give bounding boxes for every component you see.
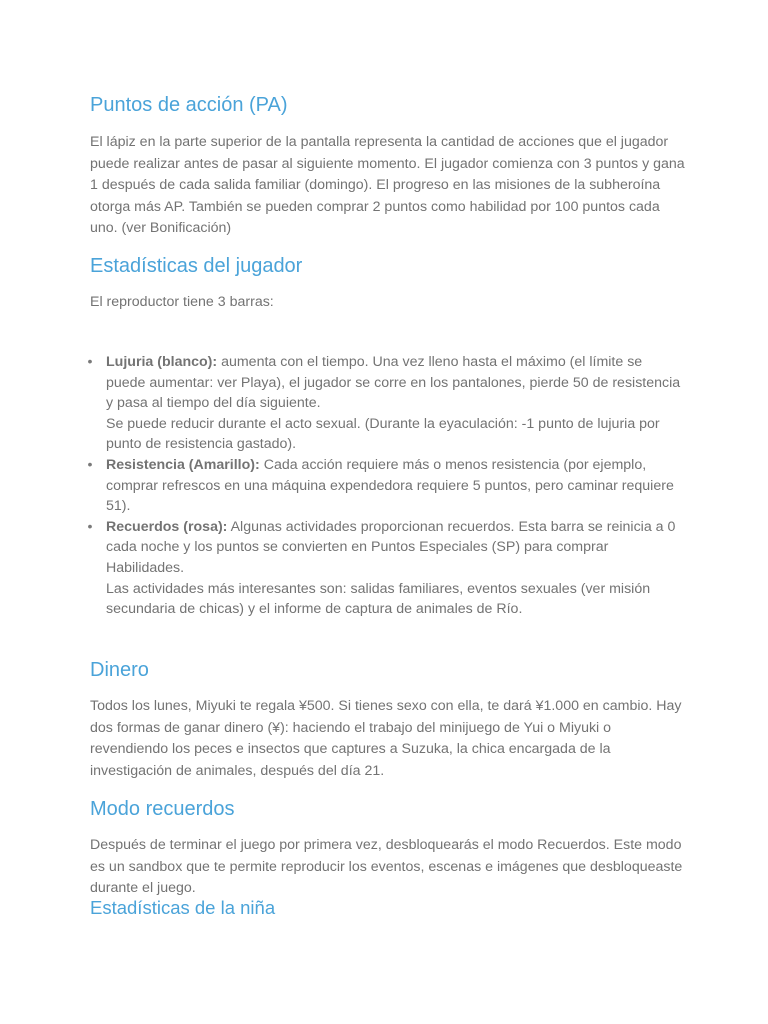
list-item-lust <box>84 352 684 455</box>
bullet-icon: • <box>87 456 93 473</box>
list-item-term: Recuerdos (rosa): <box>106 518 228 535</box>
list-item-text: Algunas actividades proporcionan recuerdos. Esta barra se reinicia a 0 cada noche y los puntos se convierten en Puntos Especiales (SP) para comprar Habilidades. <box>106 518 676 576</box>
player-stats-list <box>84 352 684 620</box>
bullet-icon: • <box>87 518 93 535</box>
list-item-text: aumenta con el tiempo. Una vez lleno hasta el máximo (el límite se puede aumentar: ver Playa), el jugador se corre en los pantalones, pierde 50 de resistencia y pasa al tiempo del día siguiente. <box>106 354 681 412</box>
list-item-memories <box>84 517 684 620</box>
heading-action-points: Puntos de acción (PA) <box>90 94 288 116</box>
paragraph-money: Todos los lunes, Miyuki te regala ¥500. Si tienes sexo con ella, te dará ¥1.000 en cambio. Hay dos formas de ganar dinero (¥): haciendo el trabajo del minijuego de Yui o Miyuki o revendiendo los peces e insectos que captures a Suzuka, la chica encargada de la investigación de animales, después del día 21. <box>90 698 682 779</box>
heading-memories-mode: Modo recuerdos <box>90 798 235 820</box>
heading-girl-stats: Estadísticas de la niña <box>90 897 276 918</box>
list-item-term: Lujuria (blanco): <box>106 354 218 370</box>
bullet-icon: • <box>87 354 93 370</box>
paragraph-memories-mode: Después de terminar el juego por primera vez, desbloquearás el modo Recuerdos. Este modo es un sandbox que te permite reproducir los eventos, escenas e imágenes que desbloqueaste durante el juego. <box>90 837 683 897</box>
list-item-text: Cada acción requiere más o menos resistencia (por ejemplo, comprar refrescos en una máquina expendedora requiere 5 puntos, pero caminar requiere 51). <box>106 456 674 515</box>
list-item-extra: Se puede reducir durante el acto sexual. (Durante la eyaculación: -1 punto de lujuria por punto de resistencia gastado). <box>106 415 660 453</box>
paragraph-action-points: El lápiz en la parte superior de la pantalla representa la cantidad de acciones que el jugador puede realizar antes de pasar al siguiente momento. El jugador comienza con 3 puntos y gana 1 después de cada salida familiar (domingo). El progreso en las misiones de la subheroína otorga más AP. También se pueden comprar 2 puntos como habilidad por 100 puntos cada uno. (ver Bonificación) <box>90 134 685 237</box>
heading-player-stats: Estadísticas del jugador <box>90 255 303 277</box>
list-item-extra: Las actividades más interesantes son: salidas familiares, eventos sexuales (ver misión secundaria de chicas) y el informe de captura de animales de Río. <box>106 580 651 618</box>
list-item-term: Resistencia (Amarillo): <box>106 456 260 473</box>
list-item-stamina <box>84 455 684 517</box>
paragraph-player-stats-intro: El reproductor tiene 3 barras: <box>90 294 274 310</box>
heading-money: Dinero <box>90 659 149 681</box>
